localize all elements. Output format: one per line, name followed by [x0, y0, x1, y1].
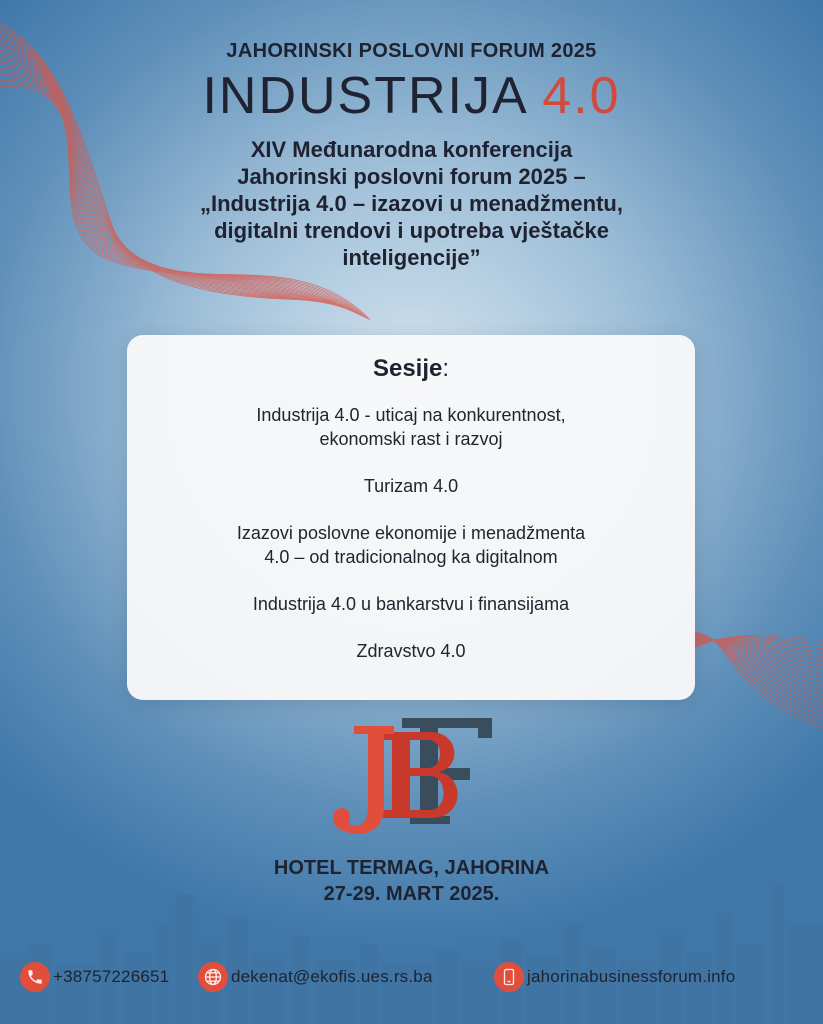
- globe-icon: [198, 962, 228, 992]
- wave-line: [690, 635, 823, 712]
- venue-info: [0, 855, 823, 907]
- conference-subtitle: [0, 136, 823, 271]
- session-item: [127, 403, 695, 451]
- session-line: Izazovi poslovne ekonomije i menadžmenta: [236, 523, 586, 543]
- session-line: ekonomski rast i razvoj: [319, 429, 503, 449]
- contact-bar: [20, 960, 810, 994]
- session-item: [127, 474, 695, 498]
- sessions-heading-text: Sesije: [372, 355, 443, 382]
- wave-line: [690, 639, 823, 682]
- subtitle-line: „Industrija 4.0 – izazovi u menadžmentu,: [200, 191, 623, 216]
- sessions-card: [127, 335, 695, 700]
- wave-line: [690, 636, 823, 650]
- session-line: Industrija 4.0 u bankarstvu i finansijama: [252, 594, 570, 614]
- subtitle-line: inteligencije”: [342, 245, 481, 270]
- subtitle-line: XIV Međunarodna konferencija: [250, 137, 573, 162]
- wave-line: [690, 631, 823, 728]
- subtitle-line: digitalni trendovi i upotreba vještačke: [214, 218, 609, 243]
- session-item: [127, 592, 695, 616]
- wave-line: [690, 640, 823, 670]
- session-line: Turizam 4.0: [363, 476, 459, 496]
- session-line: 4.0 – od tradicionalnog ka digitalnom: [264, 547, 558, 567]
- session-line: Industrija 4.0 - uticaj na konkurentnost,: [256, 405, 566, 425]
- wave-line: [690, 640, 823, 666]
- wave-line: [690, 638, 823, 652]
- sessions-heading-colon: :: [442, 355, 450, 382]
- wave-line: [690, 633, 823, 720]
- wave-line: [690, 632, 823, 724]
- main-title-accent: 4.0: [542, 67, 621, 125]
- main-title: [0, 66, 823, 126]
- session-line: Zdravstvo 4.0: [356, 641, 466, 661]
- wave-line: [690, 639, 823, 657]
- wave-line: [690, 637, 823, 699]
- event-dates: 27-29. MART 2025.: [323, 883, 500, 905]
- main-title-text: INDUSTRIJA: [202, 67, 526, 125]
- contact-phone[interactable]: [20, 960, 169, 994]
- session-item: [127, 639, 695, 663]
- phone-icon: [20, 962, 50, 992]
- wave-line: [690, 636, 823, 703]
- wave-line: [690, 638, 823, 695]
- wave-line: [690, 639, 823, 686]
- wave-line: [690, 636, 823, 708]
- session-item: [127, 521, 695, 569]
- wave-line: [690, 640, 823, 674]
- forum-title: JAHORINSKI POSLOVNI FORUM 2025: [226, 40, 597, 62]
- subtitle-line: Jahorinski poslovni forum 2025 –: [237, 164, 586, 189]
- mobile-icon: [494, 962, 524, 992]
- venue-name: HOTEL TERMAG, JAHORINA: [273, 857, 550, 879]
- website-url: jahorinabusinessforum.info: [527, 967, 736, 986]
- wave-line: [690, 637, 823, 649]
- wave-line: [690, 639, 823, 677]
- email-address: dekenat@ekofis.ues.rs.ba: [231, 967, 433, 986]
- wave-line: [690, 639, 823, 661]
- contact-email[interactable]: [198, 960, 433, 994]
- jbf-logo: [330, 716, 495, 838]
- sessions-heading: [127, 355, 695, 383]
- phone-number: +38757226651: [53, 967, 170, 986]
- wave-line: [690, 638, 823, 690]
- wave-line: [690, 634, 823, 716]
- wave-line: [690, 638, 823, 649]
- contact-website[interactable]: [494, 960, 735, 994]
